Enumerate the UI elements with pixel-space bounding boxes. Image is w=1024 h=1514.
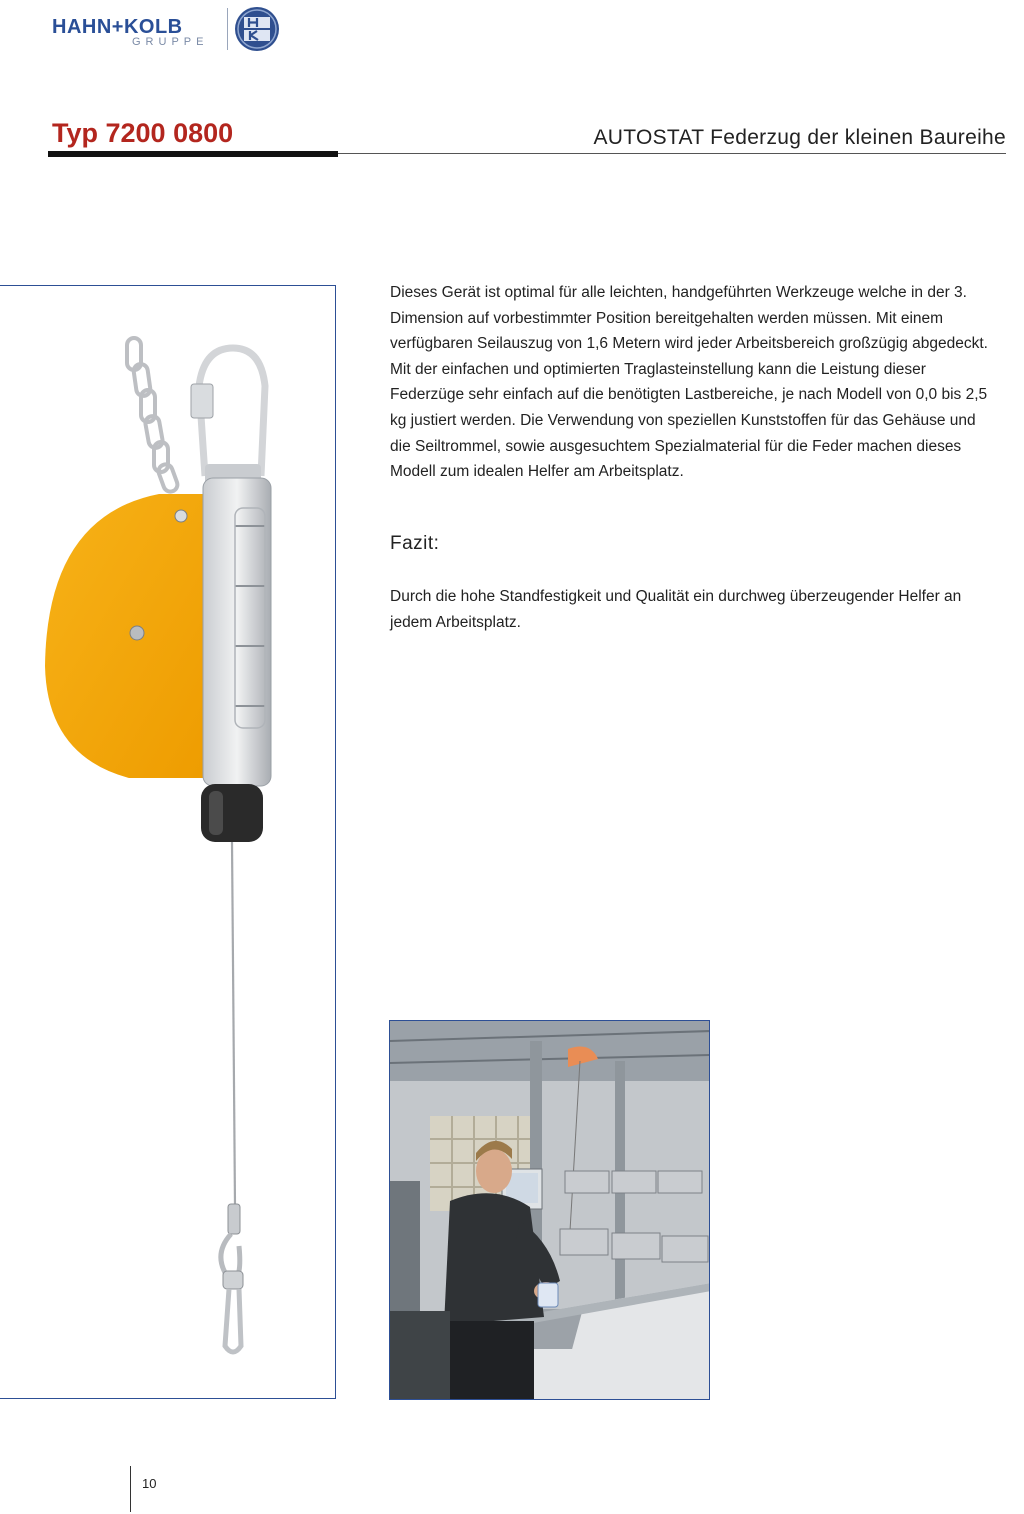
logo-sub-text: GRUPPE bbox=[132, 36, 209, 48]
type-title: Typ 7200 0800 bbox=[52, 118, 234, 148]
spring-balancer-image bbox=[0, 286, 335, 1398]
footer-divider bbox=[130, 1466, 131, 1512]
company-logo bbox=[52, 6, 292, 52]
workshop-photo bbox=[389, 1020, 710, 1400]
logo-divider bbox=[227, 8, 228, 50]
product-image-frame bbox=[0, 285, 336, 1399]
fazit-text: Durch die hohe Standfestigkeit und Qualität ein durchweg überzeugender Helfer an jedem Arbeitsplatz. bbox=[390, 588, 962, 631]
header-subtitle: AUTOSTAT Federzug der kleinen Baureihe bbox=[593, 126, 1006, 149]
fazit-heading: Fazit: bbox=[390, 533, 440, 554]
logo-seal-icon bbox=[234, 6, 280, 52]
header-rule-accent bbox=[48, 151, 338, 157]
page-number: 10 bbox=[142, 1476, 157, 1491]
product-description: Dieses Gerät ist optimal für alle leichten, handgeführten Werkzeuge welche in der 3. Dimension auf vorbestimmter Position bereitgehalten werden müssen. Mit einem verfügbaren Seilauszug von 1,6 Metern wird jeder Arbeitsbereich großzügig abgedeckt. Mit der einfachen und optimierten Traglasteinstellung kann die Leistung dieser Federzüge sehr einfach auf die benötigten Lastbereiche, je nach Modell von 0,0 bis 2,5 kg justiert werden. Die Verwendung von speziellen Kunststoffen für das Gehäuse und die Seiltrommel, sowie ausgesuchtem Spezialmaterial für die Feder machen dieses Modell zum idealen Helfer am Arbeitsplatz. bbox=[390, 284, 988, 481]
logo-brand-text: HAHN+KOLB bbox=[52, 16, 183, 38]
workshop-scene-image bbox=[390, 1021, 710, 1400]
